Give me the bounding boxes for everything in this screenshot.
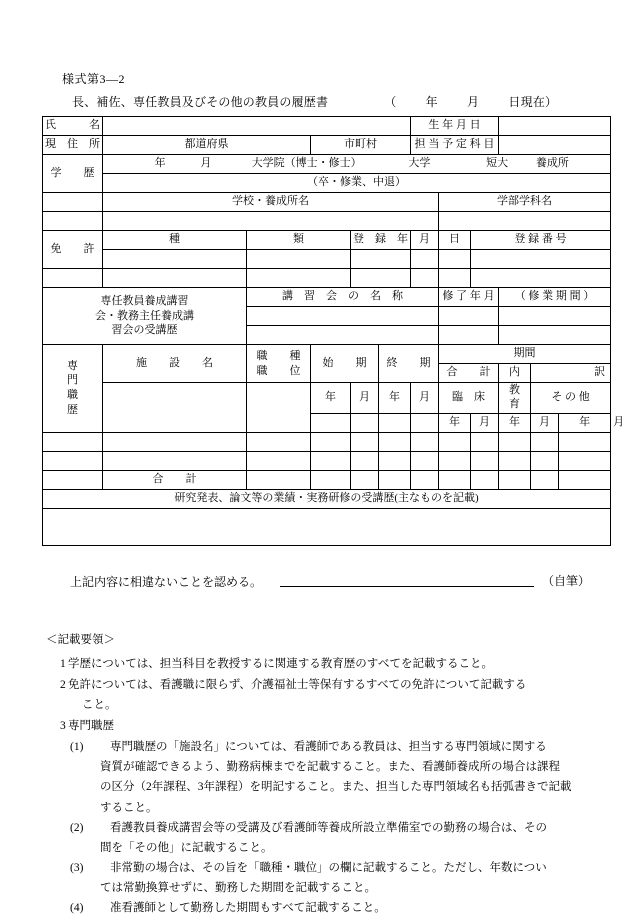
label-license-type: 種 bbox=[103, 231, 247, 250]
label-license-number: 登 録 番 号 bbox=[471, 231, 611, 250]
sub-note-1-line-2: 資質が確認できるよう、勤務病棟までを記載すること。また、看護師養成所の場合は課程 bbox=[100, 757, 590, 777]
field-total-jobtype bbox=[247, 470, 311, 489]
label-license-month: 月 bbox=[411, 231, 439, 250]
resume-form-table bbox=[42, 116, 611, 546]
edu-year: 年 bbox=[144, 157, 176, 171]
label-career bbox=[43, 345, 103, 433]
label-career-line-1: 専 bbox=[44, 359, 101, 374]
sub-note-1-line-4: すること。 bbox=[100, 798, 590, 818]
label-career-start-month: 月 bbox=[351, 383, 379, 414]
sub-note-3-line-2: ては常勤換算せずに、勤務した期間を記載すること。 bbox=[100, 878, 590, 898]
note-body-2 bbox=[68, 675, 590, 715]
signature-note: （自筆） bbox=[542, 572, 590, 590]
label-career-education: 教 育 bbox=[499, 383, 531, 414]
label-career-breakdown-in: 内 bbox=[499, 364, 531, 383]
date-month: 月 bbox=[467, 95, 479, 109]
field-training-period-2[interactable] bbox=[499, 326, 611, 345]
sub-note-3-line-1: 非常勤の場合は、その旨を「職種・職位」の欄に記載すること。ただし、年数につい bbox=[100, 858, 590, 878]
label-career-line-4: 歴 bbox=[44, 403, 101, 418]
field-license-kind-1[interactable] bbox=[247, 250, 351, 269]
label-license-reg-year: 登 録 年 bbox=[351, 231, 411, 250]
table-row-education-sub bbox=[43, 174, 611, 193]
sub-note-body-4: 准看護師として勤務した期間もすべて記載すること。 bbox=[100, 898, 590, 918]
field-career-education-month-1[interactable] bbox=[531, 432, 559, 451]
note-number-1: 1 bbox=[46, 654, 68, 674]
label-license-day: 日 bbox=[439, 231, 471, 250]
field-career-jobtype-2[interactable] bbox=[247, 451, 311, 470]
table-row-address bbox=[43, 136, 611, 155]
label-career-grand-total: 合 計 bbox=[103, 470, 247, 489]
field-total-start-year bbox=[311, 470, 351, 489]
field-license-day-1[interactable] bbox=[439, 250, 471, 269]
field-training-completion-2[interactable] bbox=[439, 326, 499, 345]
date-year: 年 bbox=[426, 95, 438, 109]
field-total-other[interactable] bbox=[559, 470, 611, 489]
sub-note-4 bbox=[70, 898, 590, 918]
sub-note-2-line-2: 間を「その他」に記載すること。 bbox=[100, 838, 590, 858]
table-row-career-entry-1 bbox=[43, 432, 611, 451]
label-training-line-3: 習会の受講歴 bbox=[44, 323, 245, 338]
table-row-training-header bbox=[43, 288, 611, 307]
field-career-facility-1[interactable] bbox=[103, 432, 247, 451]
confirmation-text: 上記内容に相違ないことを認める。 bbox=[70, 573, 262, 590]
field-license-reg-year-2[interactable] bbox=[351, 269, 411, 288]
field-career-start-month-1[interactable] bbox=[351, 432, 379, 451]
label-education-year: 年 bbox=[499, 413, 531, 432]
field-total-end-month bbox=[411, 470, 439, 489]
table-row-career-entry-2 bbox=[43, 451, 611, 470]
label-career-facility: 施 設 名 bbox=[103, 345, 247, 383]
label-career-other: そ の 他 bbox=[531, 383, 611, 414]
sub-note-2 bbox=[70, 818, 590, 858]
note-number-3: 3 bbox=[46, 716, 68, 736]
label-career-total: 合 計 bbox=[439, 364, 499, 383]
sub-note-1-line-1: 専門職歴の「施設名」については、看護師である教員は、担当する専門領域に関する bbox=[100, 737, 590, 757]
note-body-3: 専門職歴 bbox=[68, 716, 590, 736]
label-career-start-year: 年 bbox=[311, 383, 351, 414]
field-career-clinical-year-1[interactable] bbox=[439, 432, 471, 451]
field-research[interactable] bbox=[43, 508, 611, 545]
form-title-row bbox=[72, 93, 590, 110]
sub-note-body-2 bbox=[100, 818, 590, 858]
sub-note-number-3: (3) bbox=[70, 858, 100, 898]
label-research: 研究発表、論文等の業績・実務研修の受講歴(主なものを記載) bbox=[43, 489, 611, 508]
field-school-name-1[interactable] bbox=[103, 212, 439, 231]
field-name[interactable] bbox=[103, 117, 411, 136]
label-training-course-name: 講 習 会 の 名 称 bbox=[247, 288, 439, 307]
field-license-type-1[interactable] bbox=[103, 250, 247, 269]
label-career-clinical: 臨 床 bbox=[439, 383, 499, 414]
field-career-end-year-1[interactable] bbox=[379, 432, 411, 451]
table-row-career-header-3 bbox=[43, 383, 611, 414]
field-total-start-month bbox=[351, 470, 379, 489]
table-row-career-header-4: 年 月 年 月 年 月 bbox=[43, 413, 611, 432]
career-end-month-spacer bbox=[411, 413, 439, 432]
education-entry-left-1[interactable] bbox=[43, 212, 103, 231]
instructions-heading: ＜記載要領＞ bbox=[46, 630, 590, 650]
label-subject: 担 当 予 定 科 目 bbox=[411, 136, 499, 155]
label-city: 市町村 bbox=[311, 136, 411, 155]
field-career-end-year-2[interactable] bbox=[379, 451, 411, 470]
sub-note-1 bbox=[70, 737, 590, 818]
label-career-jobtype bbox=[247, 345, 311, 383]
career-end-year-spacer bbox=[379, 413, 411, 432]
field-total-education-month[interactable] bbox=[531, 470, 559, 489]
field-training-course-1[interactable] bbox=[247, 307, 439, 326]
confirmation-row bbox=[70, 572, 590, 590]
label-other-year: 年 bbox=[559, 413, 611, 432]
table-row-school-entry-1 bbox=[43, 212, 611, 231]
sub-note-number-4: (4) bbox=[70, 898, 100, 918]
label-prefecture: 都道府県 bbox=[103, 136, 311, 155]
career-start-month-spacer bbox=[351, 413, 379, 432]
signature-line[interactable] bbox=[280, 572, 534, 587]
sub-note-body-3 bbox=[100, 858, 590, 898]
note-body-2-line-2: こと。 bbox=[68, 695, 590, 715]
table-row-license-header bbox=[43, 231, 611, 250]
field-career-clinical-month-1[interactable] bbox=[471, 432, 499, 451]
table-row-research-header bbox=[43, 489, 611, 508]
field-license-type-2[interactable] bbox=[103, 269, 247, 288]
field-career-education-month-2[interactable] bbox=[531, 451, 559, 470]
label-career-end: 終 期 bbox=[379, 345, 439, 383]
edu-training-school: 養成所 bbox=[536, 157, 569, 169]
note-number-2: 2 bbox=[46, 675, 68, 715]
career-facility-spacer bbox=[103, 383, 247, 433]
label-career-end-month: 月 bbox=[411, 383, 439, 414]
field-training-period-1[interactable] bbox=[499, 307, 611, 326]
label-education-month: 月 bbox=[531, 413, 559, 432]
career-jobtype-spacer bbox=[247, 383, 311, 433]
label-clinical-month: 月 bbox=[471, 413, 499, 432]
field-career-end-month-2[interactable] bbox=[411, 451, 439, 470]
sub-note-number-2: (2) bbox=[70, 818, 100, 858]
field-career-education-year-1[interactable] bbox=[499, 432, 531, 451]
field-license-reg-year-1[interactable] bbox=[351, 250, 411, 269]
form-title: 長、補佐、専任教員及びその他の教員の履歴書 bbox=[72, 93, 328, 110]
sub-note-2-line-1: 看護教員養成講習会等の受講及び看護師等養成所設立準備室での勤務の場合は、その bbox=[100, 818, 590, 838]
label-career-jobtype-line-2: 職 位 bbox=[249, 364, 308, 379]
field-birthdate[interactable] bbox=[499, 117, 611, 136]
field-license-month-2[interactable] bbox=[411, 269, 439, 288]
table-row-name bbox=[43, 117, 611, 136]
label-license-kind: 類 bbox=[247, 231, 351, 250]
table-row-license-entry-1 bbox=[43, 250, 611, 269]
field-license-month-1[interactable] bbox=[411, 250, 439, 269]
field-career-clinical-month-2[interactable] bbox=[471, 451, 499, 470]
label-career-start: 始 期 bbox=[311, 345, 379, 383]
education-sub-line: （卒・修業、中退） bbox=[103, 174, 611, 193]
field-training-completion-1[interactable] bbox=[439, 307, 499, 326]
field-total-education-year[interactable] bbox=[499, 470, 531, 489]
education-blank-left bbox=[43, 193, 103, 212]
education-header-line bbox=[103, 155, 611, 174]
field-total-clinical-month[interactable] bbox=[471, 470, 499, 489]
field-subject[interactable] bbox=[499, 136, 611, 155]
label-license: 免 許 bbox=[43, 231, 103, 269]
label-education: 学 歴 bbox=[43, 155, 103, 193]
note-item-1 bbox=[46, 654, 590, 674]
sub-note-1-line-3: の区分（2年課程、3年課程）を明記すること。また、担当した専門領域名も括弧書きで記載 bbox=[100, 777, 590, 797]
label-faculty: 学部学科名 bbox=[439, 193, 611, 212]
table-row-school-name-header bbox=[43, 193, 611, 212]
note-item-2 bbox=[46, 675, 590, 715]
table-row-license-entry-2 bbox=[43, 269, 611, 288]
paren-open: （ bbox=[384, 95, 396, 109]
note-body-2-line-1: 免許については、看護職に限らず、介護福祉士等保有するすべての免許について記載する bbox=[68, 675, 590, 695]
field-total-end-year bbox=[379, 470, 411, 489]
label-career-end-year: 年 bbox=[379, 383, 411, 414]
label-training-completion: 修 了 年 月 bbox=[439, 288, 499, 307]
field-faculty-1[interactable] bbox=[439, 212, 611, 231]
table-row-career-total bbox=[43, 470, 611, 489]
sub-note-3 bbox=[70, 858, 590, 898]
field-career-end-month-1[interactable] bbox=[411, 432, 439, 451]
career-label-spacer-1 bbox=[43, 432, 103, 451]
field-career-facility-2[interactable] bbox=[103, 451, 247, 470]
label-birthdate: 生 年 月 日 bbox=[411, 117, 499, 136]
note-body-1: 学歴については、担当科目を教授するに関連する教育歴のすべてを記載すること。 bbox=[68, 654, 590, 674]
label-training-line-1: 専任教員養成講習 bbox=[44, 294, 245, 309]
edu-month: 月 bbox=[179, 157, 233, 171]
field-career-start-year-1[interactable] bbox=[311, 432, 351, 451]
label-career-breakdown-yaku: 訳 bbox=[531, 364, 611, 383]
table-row-education-header bbox=[43, 155, 611, 174]
label-career-period: 期間 bbox=[439, 345, 611, 364]
date-current: 日現在） bbox=[508, 95, 557, 109]
label-training-line-2: 会・教務主任養成講 bbox=[44, 309, 245, 324]
table-row-research-body bbox=[43, 508, 611, 545]
label-address: 現 住 所 bbox=[43, 136, 103, 155]
license-blank-left-2 bbox=[43, 269, 103, 288]
form-code: 様式第3—2 bbox=[62, 70, 590, 87]
field-license-day-2[interactable] bbox=[439, 269, 471, 288]
table-row-career-header-1 bbox=[43, 345, 611, 364]
field-license-number-2[interactable] bbox=[471, 269, 611, 288]
field-license-kind-2[interactable] bbox=[247, 269, 351, 288]
sub-note-number-1: (1) bbox=[70, 737, 100, 818]
field-career-jobtype-1[interactable] bbox=[247, 432, 311, 451]
note-item-3 bbox=[46, 716, 590, 736]
field-training-course-2[interactable] bbox=[247, 326, 439, 345]
sub-note-body-1 bbox=[100, 737, 590, 818]
career-label-spacer-3 bbox=[43, 470, 103, 489]
field-career-start-month-2[interactable] bbox=[351, 451, 379, 470]
label-training-history bbox=[43, 288, 247, 345]
field-career-other-2[interactable] bbox=[559, 451, 611, 470]
label-clinical-year: 年 bbox=[439, 413, 471, 432]
label-training-period: （ 修 業 期 間 ） bbox=[499, 288, 611, 307]
field-license-number-1[interactable] bbox=[471, 250, 611, 269]
field-career-other-1[interactable] bbox=[559, 432, 611, 451]
label-career-jobtype-line-1: 職 種 bbox=[249, 349, 308, 364]
career-label-spacer-2 bbox=[43, 451, 103, 470]
label-career-line-3: 職 bbox=[44, 388, 101, 403]
field-career-start-year-2[interactable] bbox=[311, 451, 351, 470]
label-school-name: 学校・養成所名 bbox=[103, 193, 439, 212]
instructions-section bbox=[46, 630, 590, 918]
label-name: 氏 名 bbox=[43, 117, 103, 136]
career-start-year-spacer bbox=[311, 413, 351, 432]
form-date-line bbox=[384, 93, 557, 110]
field-career-education-year-2[interactable] bbox=[499, 451, 531, 470]
field-total-clinical-year[interactable] bbox=[439, 470, 471, 489]
edu-graduate-school: 大学院（博士・修士） bbox=[236, 157, 378, 171]
edu-university: 大学 bbox=[380, 157, 458, 171]
label-career-line-2: 門 bbox=[44, 373, 101, 388]
field-career-clinical-year-2[interactable] bbox=[439, 451, 471, 470]
edu-junior-college: 短大 bbox=[461, 157, 533, 171]
